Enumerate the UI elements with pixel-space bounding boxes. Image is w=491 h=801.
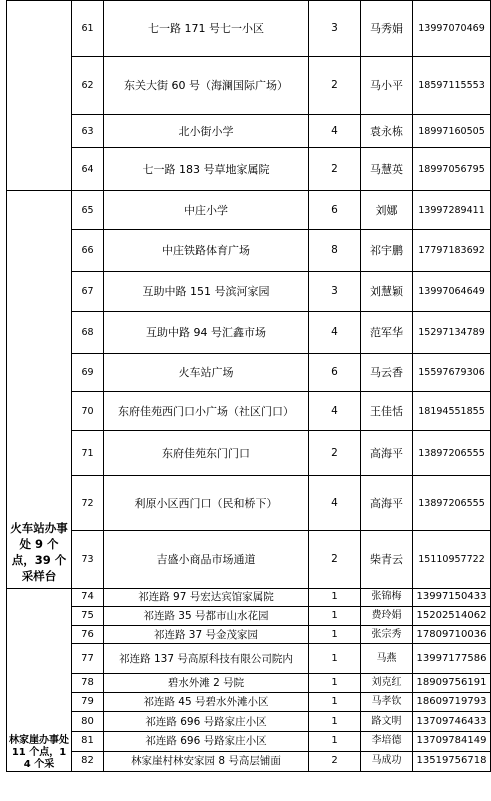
district-cell: [7, 589, 72, 772]
table-row: [7, 191, 491, 230]
row-number: 72: [72, 476, 104, 531]
count-cell: 4: [309, 115, 361, 148]
count-cell: 1: [309, 712, 361, 732]
row-number: 81: [72, 732, 104, 752]
table-row: [7, 115, 491, 148]
address-cell: 东府佳苑东门门口: [104, 431, 309, 476]
district-label: 林家崖办事处 11 个点，14 个采: [9, 735, 69, 770]
address-cell: 祁连路 35 号都市山水花园: [104, 606, 309, 625]
address-cell: 祁连路 137 号高原科技有限公司院内: [104, 644, 309, 674]
row-number: 63: [72, 115, 104, 148]
address-cell: 林家崖村林安家园 8 号高层铺面: [104, 751, 309, 771]
phone-cell: 18997056795: [413, 148, 491, 191]
contact-name-cell: 刘克红: [361, 674, 413, 693]
address-cell: 火车站广场: [104, 354, 309, 392]
phone-cell: 13897206555: [413, 431, 491, 476]
contact-name-cell: 范军华: [361, 312, 413, 354]
row-number: 82: [72, 751, 104, 771]
row-number: 79: [72, 693, 104, 712]
contact-name-cell: 马孝钦: [361, 693, 413, 712]
count-cell: 1: [309, 625, 361, 644]
count-cell: 8: [309, 230, 361, 272]
address-cell: 七一路 183 号草地家属院: [104, 148, 309, 191]
address-cell: 祁连路 45 号碧水外滩小区: [104, 693, 309, 712]
row-number: 75: [72, 606, 104, 625]
district-cell: [7, 191, 72, 589]
contact-name-cell: 马云香: [361, 354, 413, 392]
phone-cell: 13897206555: [413, 476, 491, 531]
row-number: 80: [72, 712, 104, 732]
table-row: [7, 531, 491, 589]
contact-name-cell: 马燕: [361, 644, 413, 674]
table-row: [7, 625, 491, 644]
count-cell: 1: [309, 644, 361, 674]
address-cell: 中庄铁路体育广场: [104, 230, 309, 272]
address-cell: 吉盛小商品市场通道: [104, 531, 309, 589]
table-row: [7, 732, 491, 752]
address-cell: 碧水外滩 2 号院: [104, 674, 309, 693]
address-cell: 东关大街 60 号（海澜国际广场）: [104, 57, 309, 115]
address-cell: 互助中路 94 号汇鑫市场: [104, 312, 309, 354]
address-cell: 中庄小学: [104, 191, 309, 230]
contact-name-cell: 刘慧颖: [361, 272, 413, 312]
phone-cell: 15110957722: [413, 531, 491, 589]
address-cell: 祁连路 97 号宏达宾馆家属院: [104, 589, 309, 607]
phone-cell: 13997150433: [413, 589, 491, 607]
count-cell: 6: [309, 354, 361, 392]
contact-name-cell: 祁宇鹏: [361, 230, 413, 272]
table-row: [7, 148, 491, 191]
sampling-sites-table: [6, 0, 491, 772]
count-cell: 1: [309, 693, 361, 712]
table-row: [7, 712, 491, 732]
contact-name-cell: 王佳恬: [361, 392, 413, 431]
row-number: 74: [72, 589, 104, 607]
count-cell: 2: [309, 57, 361, 115]
phone-cell: 13997289411: [413, 191, 491, 230]
count-cell: 3: [309, 272, 361, 312]
table-row: [7, 392, 491, 431]
row-number: 70: [72, 392, 104, 431]
contact-name-cell: 柴青云: [361, 531, 413, 589]
phone-cell: 18909756191: [413, 674, 491, 693]
district-cell: [7, 1, 72, 191]
table-row: [7, 606, 491, 625]
contact-name-cell: 马慧英: [361, 148, 413, 191]
count-cell: 2: [309, 751, 361, 771]
address-cell: 七一路 171 号七一小区: [104, 1, 309, 57]
row-number: 65: [72, 191, 104, 230]
table-row: [7, 57, 491, 115]
table-row: [7, 476, 491, 531]
phone-cell: 17797183692: [413, 230, 491, 272]
count-cell: 4: [309, 312, 361, 354]
table-row: [7, 1, 491, 57]
phone-cell: 15597679306: [413, 354, 491, 392]
contact-name-cell: 张锦梅: [361, 589, 413, 607]
address-cell: 互助中路 151 号滨河家园: [104, 272, 309, 312]
address-cell: 利原小区西门口（民和桥下）: [104, 476, 309, 531]
table-body: [7, 1, 491, 772]
table-row: [7, 693, 491, 712]
contact-name-cell: 高海平: [361, 476, 413, 531]
contact-name-cell: 张宗秀: [361, 625, 413, 644]
row-number: 66: [72, 230, 104, 272]
count-cell: 6: [309, 191, 361, 230]
phone-cell: 18997160505: [413, 115, 491, 148]
count-cell: 2: [309, 431, 361, 476]
phone-cell: 13709784149: [413, 732, 491, 752]
address-cell: 北小街小学: [104, 115, 309, 148]
count-cell: 1: [309, 589, 361, 607]
table-row: [7, 312, 491, 354]
address-cell: 祁连路 696 号路家庄小区: [104, 732, 309, 752]
row-number: 69: [72, 354, 104, 392]
row-number: 73: [72, 531, 104, 589]
address-cell: 东府佳苑西门口小广场（社区门口）: [104, 392, 309, 431]
contact-name-cell: 马成功: [361, 751, 413, 771]
row-number: 76: [72, 625, 104, 644]
count-cell: 2: [309, 531, 361, 589]
table-row: [7, 354, 491, 392]
phone-cell: 13709746433: [413, 712, 491, 732]
phone-cell: 15297134789: [413, 312, 491, 354]
table-row: [7, 751, 491, 771]
contact-name-cell: 高海平: [361, 431, 413, 476]
phone-cell: 13997177586: [413, 644, 491, 674]
row-number: 61: [72, 1, 104, 57]
row-number: 67: [72, 272, 104, 312]
table-row: [7, 431, 491, 476]
contact-name-cell: 李培德: [361, 732, 413, 752]
phone-cell: 13519756718: [413, 751, 491, 771]
count-cell: 4: [309, 392, 361, 431]
phone-cell: 18609719793: [413, 693, 491, 712]
row-number: 78: [72, 674, 104, 693]
phone-cell: 13997064649: [413, 272, 491, 312]
count-cell: 1: [309, 732, 361, 752]
table-row: [7, 589, 491, 607]
address-cell: 祁连路 37 号金茂家园: [104, 625, 309, 644]
row-number: 68: [72, 312, 104, 354]
district-label: 火车站办事处 9 个点，39 个采样台: [10, 521, 68, 583]
count-cell: 4: [309, 476, 361, 531]
contact-name-cell: 费玲娟: [361, 606, 413, 625]
phone-cell: 17809710036: [413, 625, 491, 644]
table-row: [7, 272, 491, 312]
contact-name-cell: 马秀娟: [361, 1, 413, 57]
phone-cell: 18194551855: [413, 392, 491, 431]
phone-cell: 18597115553: [413, 57, 491, 115]
contact-name-cell: 刘娜: [361, 191, 413, 230]
contact-name-cell: 马小平: [361, 57, 413, 115]
count-cell: 1: [309, 674, 361, 693]
table-row: [7, 644, 491, 674]
table-row: [7, 230, 491, 272]
row-number: 71: [72, 431, 104, 476]
row-number: 77: [72, 644, 104, 674]
row-number: 64: [72, 148, 104, 191]
table-row: [7, 674, 491, 693]
phone-cell: 13997070469: [413, 1, 491, 57]
count-cell: 3: [309, 1, 361, 57]
count-cell: 1: [309, 606, 361, 625]
phone-cell: 15202514062: [413, 606, 491, 625]
address-cell: 祁连路 696 号路家庄小区: [104, 712, 309, 732]
count-cell: 2: [309, 148, 361, 191]
contact-name-cell: 袁永栋: [361, 115, 413, 148]
row-number: 62: [72, 57, 104, 115]
contact-name-cell: 路文明: [361, 712, 413, 732]
